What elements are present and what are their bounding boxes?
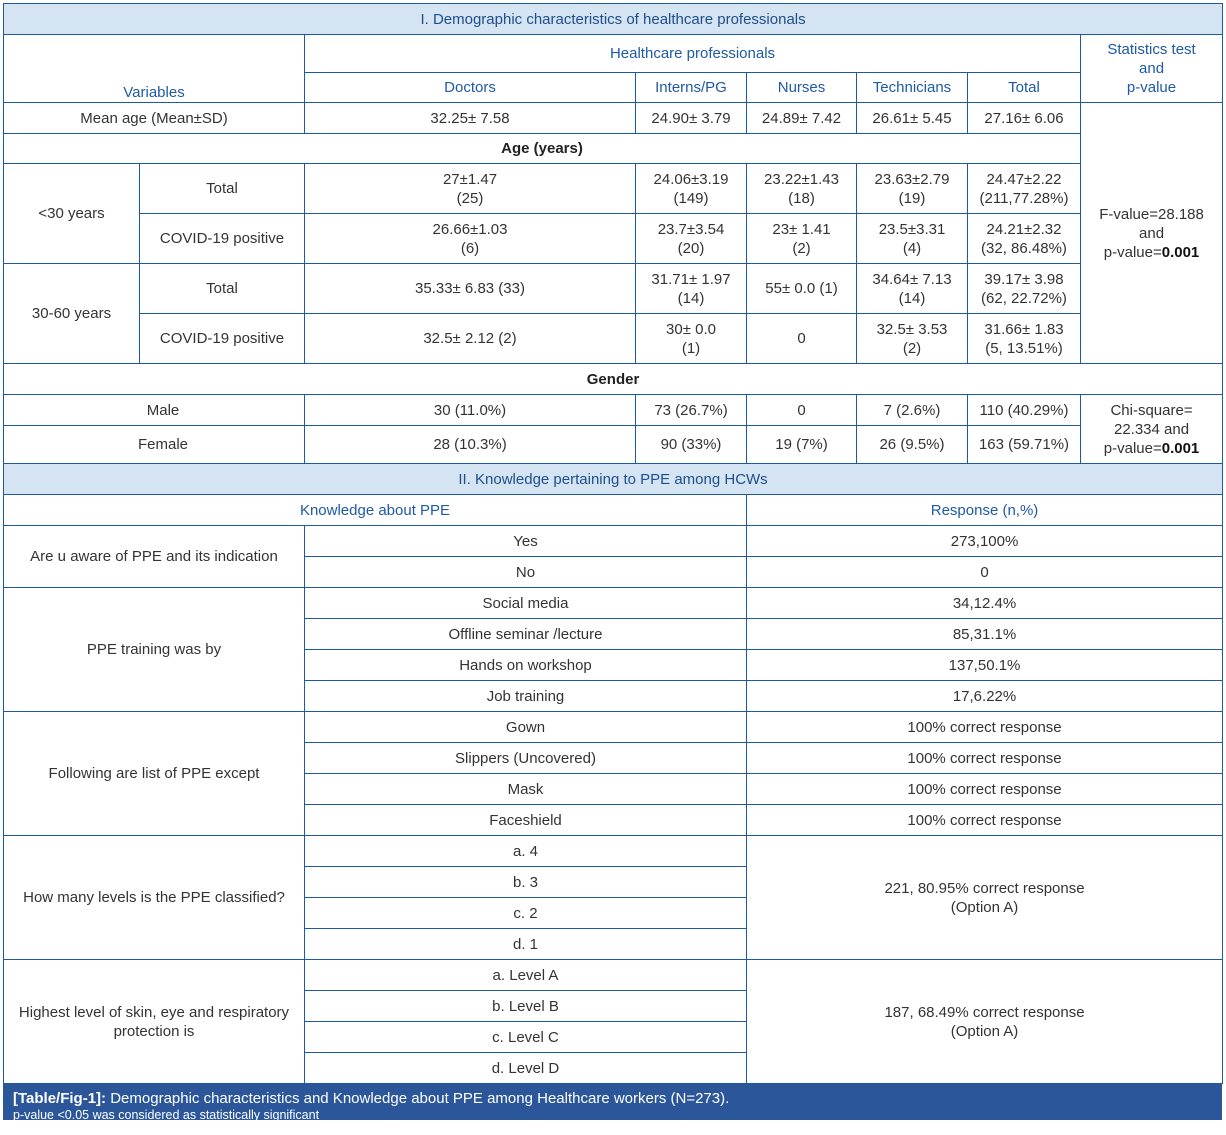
row-label: Total xyxy=(140,164,305,214)
age-group-label: <30 years xyxy=(4,164,140,264)
cell: 34.64± 7.13 (14) xyxy=(857,264,968,314)
table-row xyxy=(4,712,1223,743)
caption-tag: [Table/Fig-1]: xyxy=(13,1090,107,1107)
response-cell: 137,50.1% xyxy=(747,650,1223,681)
cell: 32.5± 2.12 (2) xyxy=(305,314,636,364)
option-cell: Offline seminar /lecture xyxy=(305,619,747,650)
option-cell: Mask xyxy=(305,774,747,805)
cell: 23± 1.41 (2) xyxy=(747,214,857,264)
response-cell: 0 xyxy=(747,557,1223,588)
cell: 19 (7%) xyxy=(747,426,857,464)
section1-title: I. Demographic characteristics of healthcare professionals xyxy=(4,4,1223,35)
cell: 39.17± 3.98 (62, 22.72%) xyxy=(968,264,1081,314)
cell: 24.06±3.19 (149) xyxy=(636,164,747,214)
row-label: Male xyxy=(4,395,305,426)
col-total: Total xyxy=(968,73,1081,103)
cell: 55± 0.0 (1) xyxy=(747,264,857,314)
response-header: Response (n,%) xyxy=(747,495,1223,526)
cell: 73 (26.7%) xyxy=(636,395,747,426)
response-cell: 34,12.4% xyxy=(747,588,1223,619)
cell: 28 (10.3%) xyxy=(305,426,636,464)
table-row xyxy=(4,526,1223,557)
table-row xyxy=(4,588,1223,619)
response-cell: 100% correct response xyxy=(747,805,1223,836)
cell: 35.33± 6.83 (33) xyxy=(305,264,636,314)
question-label: How many levels is the PPE classified? xyxy=(4,836,305,960)
gender-heading: Gender xyxy=(4,364,1223,395)
question-label: PPE training was by xyxy=(4,588,305,712)
table-row xyxy=(4,960,1223,991)
age-heading: Age (years) xyxy=(4,134,1081,164)
table-row xyxy=(4,164,1223,214)
cell: 163 (59.71%) xyxy=(968,426,1081,464)
cell: 32.5± 3.53 (2) xyxy=(857,314,968,364)
data-table xyxy=(3,3,1223,1084)
cell: 23.22±1.43 (18) xyxy=(747,164,857,214)
table-row xyxy=(4,836,1223,867)
mean-age-label: Mean age (Mean±SD) xyxy=(4,103,305,134)
cell: 90 (33%) xyxy=(636,426,747,464)
caption-text: Demographic characteristics and Knowledge about PPE among Healthcare workers (N=273). xyxy=(106,1090,730,1107)
option-cell: Yes xyxy=(305,526,747,557)
table-caption xyxy=(3,1084,1222,1120)
col-doctors: Doctors xyxy=(305,73,636,103)
cell: 31.66± 1.83 (5, 13.51%) xyxy=(968,314,1081,364)
option-cell: b. Level B xyxy=(305,991,747,1022)
option-cell: a. Level A xyxy=(305,960,747,991)
cell: 26 (9.5%) xyxy=(857,426,968,464)
question-label: Following are list of PPE except xyxy=(4,712,305,836)
col-nurses: Nurses xyxy=(747,73,857,103)
response-cell: 100% correct response xyxy=(747,712,1223,743)
cell: 30 (11.0%) xyxy=(305,395,636,426)
response-cell: 100% correct response xyxy=(747,743,1223,774)
response-cell: 221, 80.95% correct response (Option A) xyxy=(747,836,1223,960)
cell: 27.16± 6.06 xyxy=(968,103,1081,134)
cell: 23.63±2.79 (19) xyxy=(857,164,968,214)
cell: 24.47±2.22 (211,77.28%) xyxy=(968,164,1081,214)
cell: 26.66±1.03 (6) xyxy=(305,214,636,264)
section2-title: II. Knowledge pertaining to PPE among HCWs xyxy=(4,464,1223,495)
cell: 26.61± 5.45 xyxy=(857,103,968,134)
cell: 30± 0.0 (1) xyxy=(636,314,747,364)
table-row xyxy=(4,395,1223,426)
col-technicians: Technicians xyxy=(857,73,968,103)
question-label: Are u aware of PPE and its indication xyxy=(4,526,305,588)
option-cell: Gown xyxy=(305,712,747,743)
cell: 7 (2.6%) xyxy=(857,395,968,426)
response-cell: 273,100% xyxy=(747,526,1223,557)
cell: 24.21±2.32 (32, 86.48%) xyxy=(968,214,1081,264)
cell: 0 xyxy=(747,314,857,364)
option-cell: Job training xyxy=(305,681,747,712)
age-group-label: 30-60 years xyxy=(4,264,140,364)
option-cell: b. 3 xyxy=(305,867,747,898)
cell: 23.7±3.54 (20) xyxy=(636,214,747,264)
row-label: COVID-19 positive xyxy=(140,314,305,364)
cell: 31.71± 1.97 (14) xyxy=(636,264,747,314)
mean-age-row xyxy=(4,103,1223,134)
table-row xyxy=(4,426,1223,464)
table-row xyxy=(4,214,1223,264)
knowledge-header: Knowledge about PPE xyxy=(4,495,747,526)
cell: 32.25± 7.58 xyxy=(305,103,636,134)
response-cell: 17,6.22% xyxy=(747,681,1223,712)
question-label: Highest level of skin, eye and respiratory protection is xyxy=(4,960,305,1084)
gender-stat: Chi-square= 22.334 and p-value=0.001 xyxy=(1081,395,1223,464)
option-cell: Slippers (Uncovered) xyxy=(305,743,747,774)
stats-header: Statistics test and p-value xyxy=(1081,35,1223,103)
response-cell: 100% correct response xyxy=(747,774,1223,805)
cell: 27±1.47 (25) xyxy=(305,164,636,214)
group-header: Healthcare professionals xyxy=(305,35,1081,73)
option-cell: c. Level C xyxy=(305,1022,747,1053)
response-cell: 187, 68.49% correct response (Option A) xyxy=(747,960,1223,1084)
option-cell: c. 2 xyxy=(305,898,747,929)
caption-note: p-value <0.05 was considered as statistically significant xyxy=(13,1108,320,1122)
option-cell: Hands on workshop xyxy=(305,650,747,681)
response-cell: 85,31.1% xyxy=(747,619,1223,650)
age-stat: F-value=28.188 and p-value=0.001 xyxy=(1081,103,1223,364)
row-label: Total xyxy=(140,264,305,314)
variables-header: Variables xyxy=(4,35,305,103)
option-cell: d. Level D xyxy=(305,1053,747,1084)
cell: 23.5±3.31 (4) xyxy=(857,214,968,264)
row-label: COVID-19 positive xyxy=(140,214,305,264)
option-cell: d. 1 xyxy=(305,929,747,960)
option-cell: No xyxy=(305,557,747,588)
row-label: Female xyxy=(4,426,305,464)
table-figure xyxy=(3,3,1222,1120)
option-cell: Social media xyxy=(305,588,747,619)
cell: 24.89± 7.42 xyxy=(747,103,857,134)
cell: 0 xyxy=(747,395,857,426)
table-row xyxy=(4,314,1223,364)
option-cell: Faceshield xyxy=(305,805,747,836)
cell: 24.90± 3.79 xyxy=(636,103,747,134)
cell: 110 (40.29%) xyxy=(968,395,1081,426)
table-row xyxy=(4,264,1223,314)
option-cell: a. 4 xyxy=(305,836,747,867)
col-interns: Interns/PG xyxy=(636,73,747,103)
